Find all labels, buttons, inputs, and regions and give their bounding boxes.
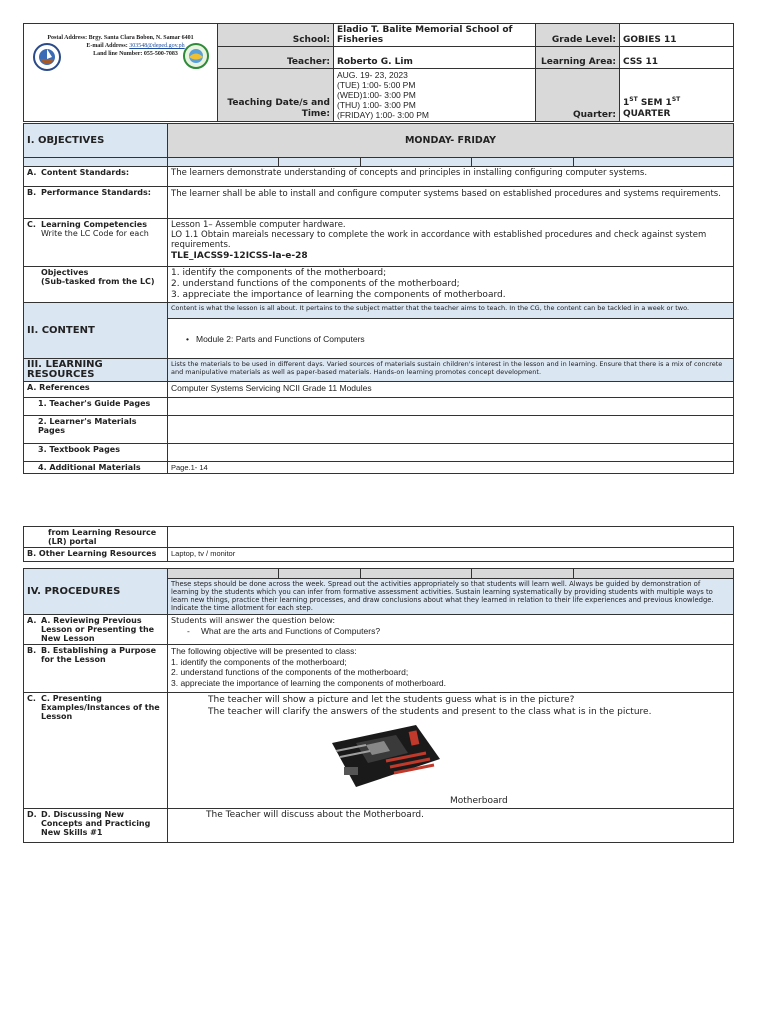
content-standards-text: The learners demonstrate understanding of concepts and principles in installing configuring computer systems. — [168, 167, 734, 187]
additional-materials-text: Page.1- 14 — [168, 462, 734, 474]
grade-label: Grade Level: — [536, 24, 620, 47]
date-line: (WED)1:00- 3:00 PM — [337, 90, 416, 100]
motherboard-image — [326, 721, 444, 793]
lr-portal-label: from Learning Resource (LR) portal — [24, 527, 168, 548]
objectives-text: 1. identify the components of the motherboard; 2. understand functions of the components of the motherboard; 3. appreciate the importance of learning the components of motherboard. — [168, 267, 734, 303]
procedures-table — [23, 568, 734, 843]
resources-note: Lists the materials to be used in different days. Varied sources of materials sustain children's interest in the lesson and in learning. Ensure that there is a mix of concrete and manipulative materials as well as paper-based materials. Hands-on learning promotes concept development. — [168, 359, 734, 382]
date-line: AUG. 19- 23, 2023 — [337, 70, 408, 80]
discussing-label: D. D. Discussing New Concepts and Practicing New Skills #1 — [24, 809, 168, 843]
resources-continued-table — [23, 526, 734, 562]
date-line: (TUE) 1:00- 5:00 PM — [337, 80, 416, 90]
objectives-title: I. OBJECTIVES — [24, 124, 168, 158]
learning-competencies-label: C. Learning Competencies Write the LC Code for each — [24, 219, 168, 267]
learners-materials-label: 2. Learner's Materials Pages — [24, 416, 168, 444]
objectives-table — [23, 123, 734, 474]
procedures-title: IV. PROCEDURES — [24, 569, 168, 615]
landline: Land line Number: 055-500-7083 — [93, 51, 178, 57]
teachers-guide-label: 1. Teacher's Guide Pages — [24, 398, 168, 416]
email-link[interactable]: 303548@deped.gov.ph — [129, 43, 185, 49]
objectives-label: Objectives (Sub-tasked from the LC) — [24, 267, 168, 303]
header-table — [23, 23, 734, 122]
lc-code: TLE_IACSS9-12ICSS-Ia-e-28 — [171, 251, 308, 261]
presenting-text: The teacher will show a picture and let the students guess what is in the picture? The teacher will clarify the answers of the students and present to the class what is in the picture. Motherboard — [168, 693, 734, 809]
area-label: Learning Area: — [536, 47, 620, 69]
procedures-note: These steps should be done across the week. Spread out the activities appropriately so that students will learn well. Always be guided by demonstration of learning by the students which you can infer from formative assessment activities. Sustain learning systematically by providing students with multiple ways to learn new things, practice their learning processes, and draw conclusions about what they learned in relation to their life experiences and previous knowledge. Indicate the time allotment for each step. — [168, 579, 734, 615]
performance-standards-text: The learner shall be able to install and configure computer systems based on established procedures and systems requirements. — [168, 187, 734, 219]
quarter-label: Quarter: — [536, 69, 620, 122]
date-line: (THU) 1:00- 3:00 PM — [337, 100, 416, 110]
postal-address: Postal Address: Brgy. Santa Clara Bobon, N. Samar 6401 — [47, 35, 194, 41]
teacher-value: Roberto G. Lim — [334, 47, 536, 69]
discussing-text: The Teacher will discuss about the Motherboard. — [168, 809, 734, 843]
purpose-text: The following objective will be presented to class: 1. identify the components of the motherboard; 2. understand functions of the components of the motherboard; 3. appreciate the importance of learning the components of motherboard. — [168, 645, 734, 693]
content-title: II. CONTENT — [24, 303, 168, 359]
learning-competencies-text: Lesson 1– Assemble computer hardware. LO 1.1 Obtain mareials necessary to complete the work in accordance with established procedures and check against system requirements. TLE_IACSS9-12ICSS-Ia-e-28 — [168, 219, 734, 267]
references-text: Computer Systems Servicing NCII Grade 11 Modules — [168, 382, 734, 398]
other-resources-label: B. Other Learning Resources — [24, 548, 168, 562]
grade-value: GOBIES 11 — [620, 24, 734, 47]
days-header: MONDAY- FRIDAY — [168, 124, 734, 158]
school-info-cell — [24, 24, 218, 122]
dates-label: Teaching Date/s and Time: — [218, 69, 334, 122]
motherboard-caption: Motherboard — [450, 796, 508, 806]
reviewing-label: A. A. Reviewing Previous Lesson or Presenting the New Lesson — [24, 615, 168, 645]
quarter-value: 1ST SEM 1ST QUARTER — [620, 69, 734, 122]
deped-seal-icon — [32, 42, 62, 72]
school-value: Eladio T. Balite Memorial School of Fisheries — [334, 24, 536, 47]
purpose-label: B. B. Establishing a Purpose for the Lesson — [24, 645, 168, 693]
dates-value — [334, 69, 536, 122]
presenting-label: C. C. Presenting Examples/Instances of the Lesson — [24, 693, 168, 809]
content-standards-label: A. Content Standards: — [24, 167, 168, 187]
bullet-icon: • — [186, 333, 189, 344]
email-label: E-mail Address: — [86, 43, 128, 49]
school-logo-icon — [182, 42, 210, 70]
date-line: (FRIDAY) 1:00- 3:00 PM — [337, 110, 429, 120]
content-module: • Module 2: Parts and Functions of Computers — [168, 319, 734, 359]
textbook-label: 3. Textbook Pages — [24, 444, 168, 462]
content-note: Content is what the lesson is all about. It pertains to the subject matter that the teacher aims to teach. In the CG, the content can be tackled in a week or two. — [168, 303, 734, 319]
performance-standards-label: B. Performance Standards: — [24, 187, 168, 219]
other-resources-text: Laptop, tv / monitor — [168, 548, 734, 562]
school-label: School: — [218, 24, 334, 47]
references-label: A. References — [24, 382, 168, 398]
resources-title: III. LEARNING RESOURCES — [24, 359, 168, 382]
area-value: CSS 11 — [620, 47, 734, 69]
reviewing-text: Students will answer the question below: - What are the arts and Functions of Computers? — [168, 615, 734, 645]
additional-materials-label: 4. Additional Materials — [24, 462, 168, 474]
teacher-label: Teacher: — [218, 47, 334, 69]
